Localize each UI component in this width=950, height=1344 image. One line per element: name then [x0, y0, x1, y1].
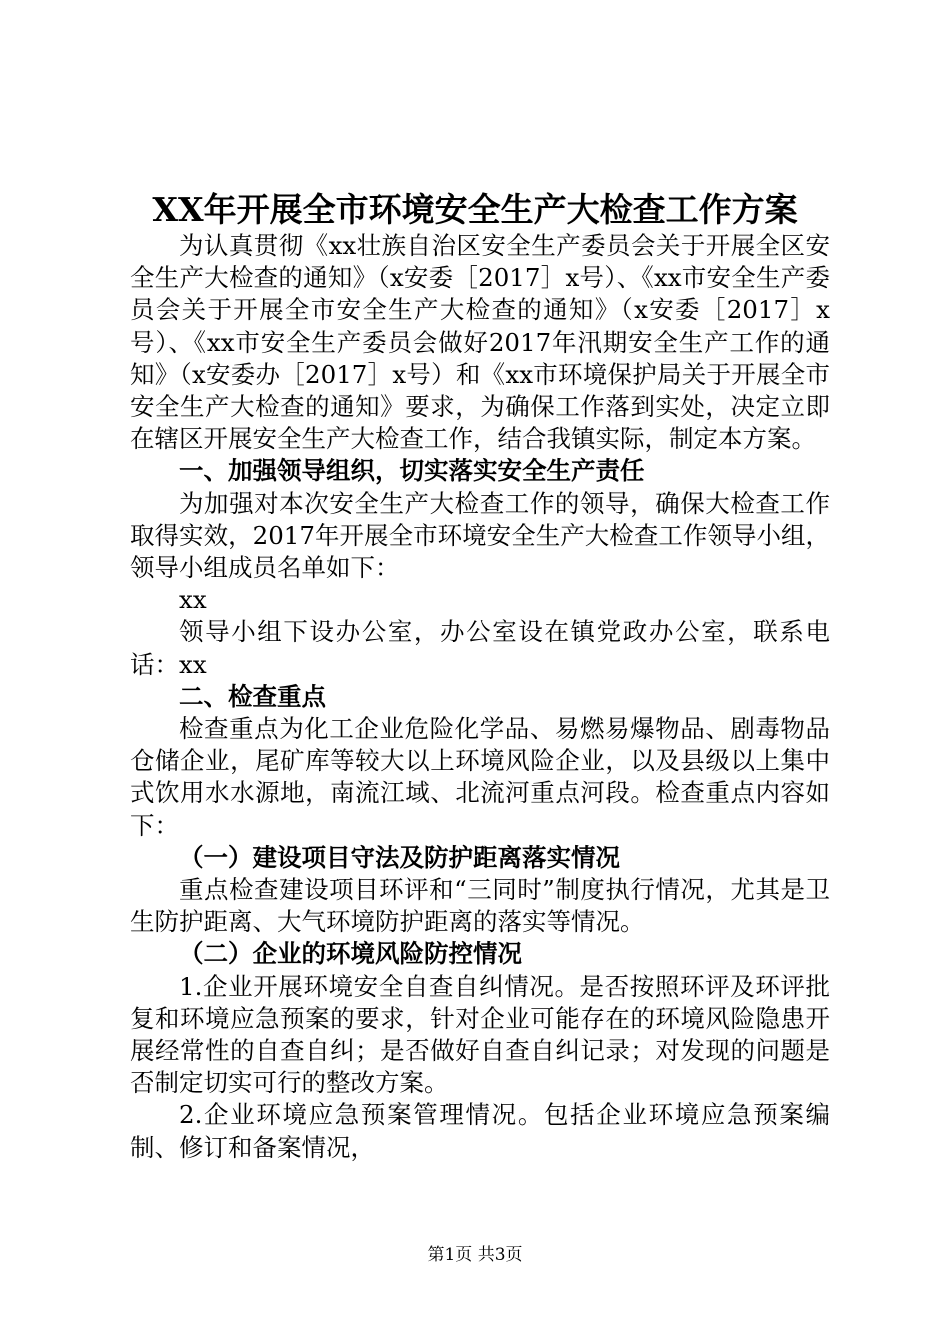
subsection-heading-2: （二）企业的环境风险防控情况: [179, 939, 522, 969]
section-heading-2: 二、检查重点: [179, 681, 326, 711]
document-title: XX年开展全市环境安全生产大检查工作方案: [152, 190, 798, 229]
page-footer: 第1页 共3页: [427, 1245, 523, 1265]
paragraph-projects: 重点检查建设项目环评和“三同时”制度执行情况，尤其是卫生防护距离、大气环境防护距离的落实等情况。: [130, 875, 830, 937]
paragraph-members: xx: [179, 585, 207, 615]
paragraph-item-1: 1.企业开展环境安全自查自纠情况。是否按照环评及环评批复和环境应急预案的要求，针对企业可能存在的环境风险隐患开展经常性的自查自纠；是否做好自查自纠记录；对发现的问题是否制定切实可行的整改方案。: [130, 971, 830, 1098]
section-heading-1: 一、加强领导组织，切实落实安全生产责任: [179, 456, 645, 486]
paragraph-item-2: 2.企业环境应急预案管理情况。包括企业环境应急预案编制、修订和备案情况，: [130, 1100, 830, 1162]
paragraph-intro: 为认真贯彻《xx壮族自治区安全生产委员会关于开展全区安全生产大检查的通知》（x安委［2017］x号）、《xx市安全生产委员会关于开展全市安全生产大检查的通知》（x安委［2017］x号）、《xx市安全生产委员会做好2017年汛期安全生产工作的通知》（x安委办［2017］x号）和《xx市环境保护局关于开展全市安全生产大检查的通知》要求，为确保工作落到实处，决定立即在辖区开展安全生产大检查工作，结合我镇实际，制定本方案。: [130, 231, 830, 454]
document-body: [130, 230, 830, 1164]
paragraph-leadership: 为加强对本次安全生产大检查工作的领导，确保大检查工作取得实效，2017年开展全市环境安全生产大检查工作领导小组，领导小组成员名单如下：: [130, 488, 830, 583]
subsection-heading-1: （一）建设项目守法及防护距离落实情况: [179, 842, 620, 872]
paragraph-office: 领导小组下设办公室，办公室设在镇党政办公室，联系电话：xx: [130, 617, 830, 679]
paragraph-focus: 检查重点为化工企业危险化学品、易燃易爆物品、剧毒物品仓储企业，尾矿库等较大以上环境风险企业，以及县级以上集中式饮用水水源地，南流江域、北流河重点河段。检查重点内容如下：: [130, 714, 830, 840]
